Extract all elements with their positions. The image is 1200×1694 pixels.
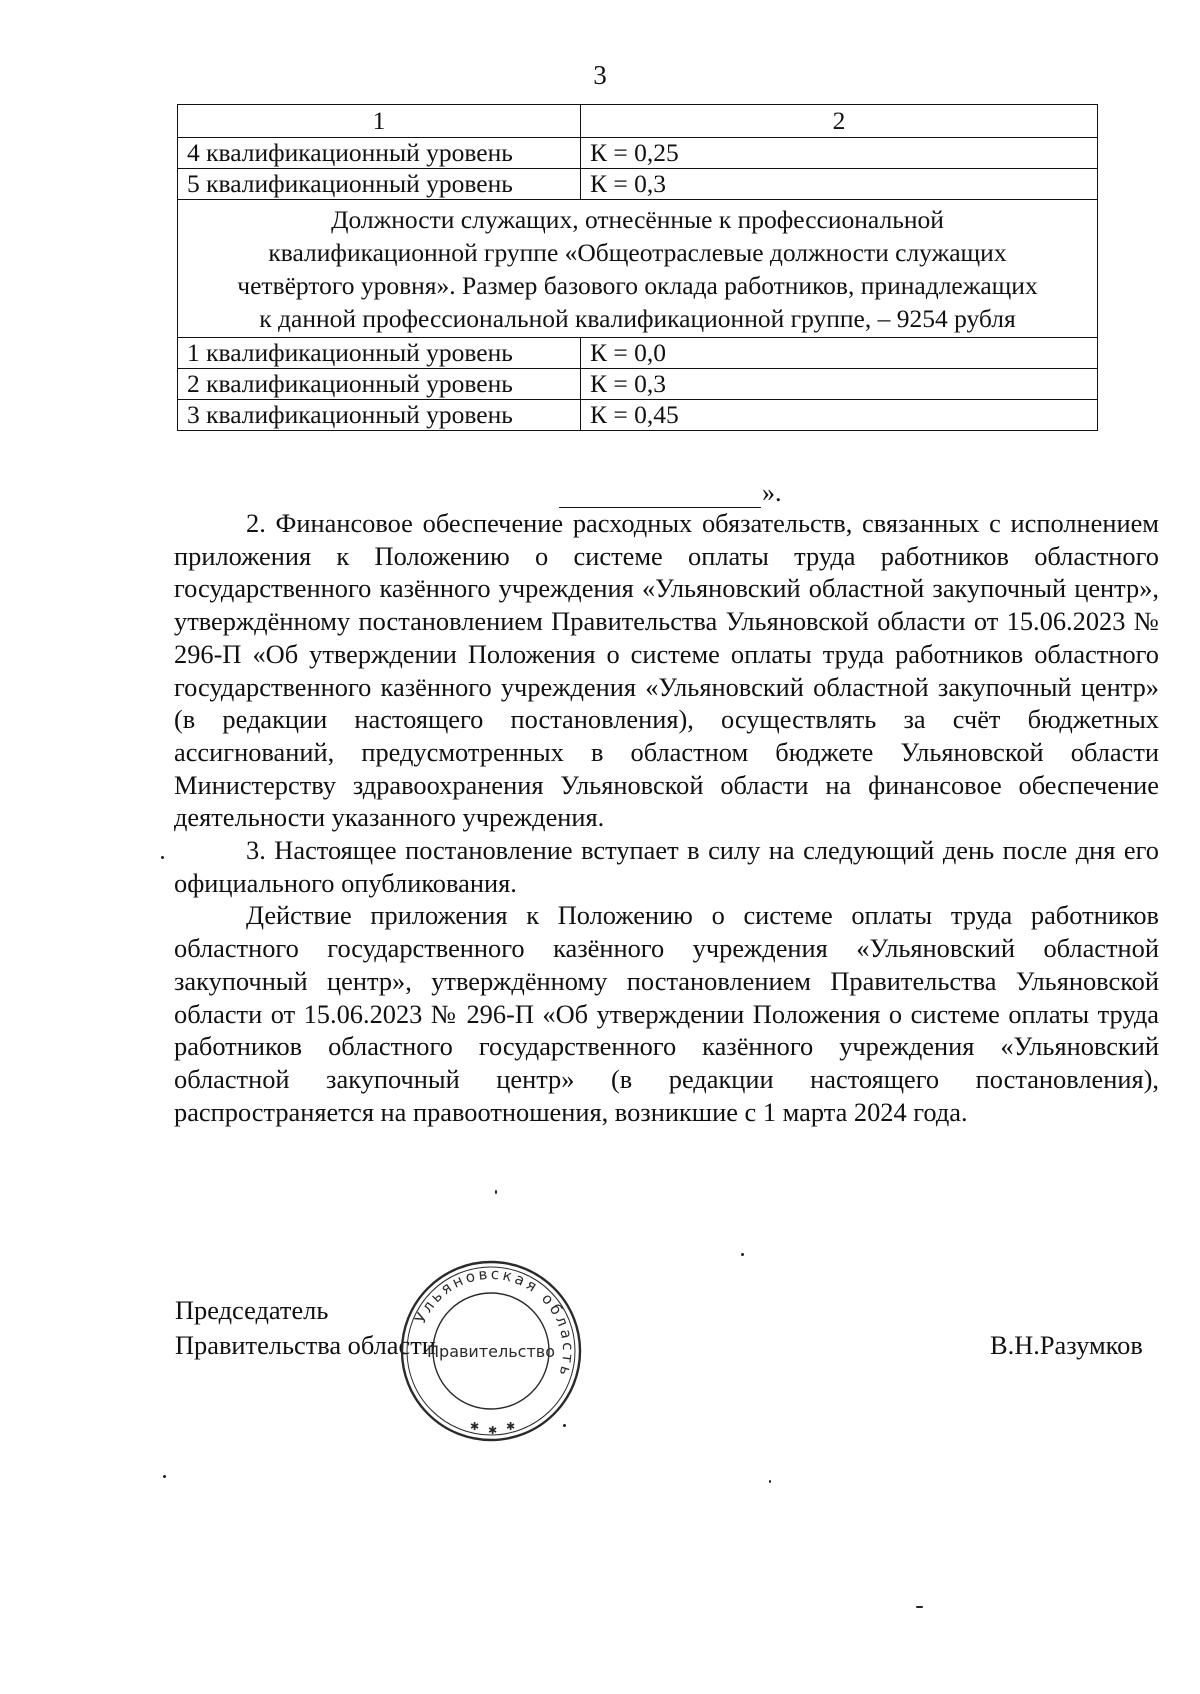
table-row: [178, 400, 1098, 431]
coefficient-cell: К = 0,25: [581, 138, 1098, 169]
closing-mark: [559, 478, 782, 508]
scan-speck: [163, 1475, 166, 1478]
coefficients-table: [177, 104, 1098, 431]
level-cell: 1 квалификационный уровень: [178, 338, 581, 369]
table-row: [178, 338, 1098, 369]
level-cell: 5 квалификационный уровень: [178, 169, 581, 200]
group-heading-line: четвёртого уровня». Размер базового оклада работников, принадлежащих: [237, 271, 1038, 300]
official-seal: [398, 1258, 584, 1444]
scan-speck: [769, 1480, 771, 1483]
table-header-row: [178, 105, 1098, 138]
level-cell: 4 квалификационный уровень: [178, 138, 581, 169]
group-heading-cell: [178, 200, 1098, 338]
level-cell: 2 квалификационный уровень: [178, 369, 581, 400]
signatory-title-line: Правительства области: [175, 1330, 436, 1360]
scan-speck: [741, 1253, 744, 1256]
table-row: [178, 138, 1098, 169]
table-row: [178, 369, 1098, 400]
seal-star-icon: ✱: [488, 1425, 498, 1437]
level-cell: 3 квалификационный уровень: [178, 400, 581, 431]
paragraph-2: 2. Финансовое обеспечение расходных обязательств, связанных с исполнением приложения к Положению о системе оплаты труда работников областного государственного казённого учреждения «Ульяновский областной закупочный центр», утверждённому постановлением Правительства Ульяновской области от 15.06.2023 № 296-П «Об утверждении Положения о системе оплаты труда работников областного государственного казённого учреждения «Ульяновский областной закупочный центр» (в редакции настоящего постановления), осуществлять за счёт бюджетных ассигнований, предусмотренных в областном бюджете Ульяновской области Министерству здравоохранения Ульяновской области на финансовое обеспечение деятельности указанного учреждения.: [174, 508, 1159, 833]
table-row: [178, 169, 1098, 200]
signatory-title-line: Председатель: [175, 1295, 329, 1325]
coefficient-cell: К = 0,45: [581, 400, 1098, 431]
seal-star-icon: ✱: [506, 1421, 516, 1433]
scan-speck: [161, 856, 164, 859]
seal-star-icon: ✱: [470, 1421, 480, 1433]
body-text: [174, 507, 1159, 1128]
closing-underline: [559, 481, 761, 508]
signatory-title: [175, 1293, 436, 1363]
page-number: 3: [593, 60, 607, 90]
coefficient-cell: К = 0,0: [581, 338, 1098, 369]
paragraph-3: 3. Настоящее постановление вступает в силу на следующий день после дня его официального опубликования.: [174, 835, 1159, 898]
scan-speck: [916, 1606, 923, 1608]
seal-center-text: Правительство: [427, 1342, 555, 1361]
seal-ring-text: Ульяновская область: [411, 1264, 578, 1381]
scan-speck: [495, 1190, 497, 1194]
closing-quote: ».: [762, 478, 782, 507]
group-heading-line: к данной профессиональной квалификационной группе, – 9254 рубля: [259, 304, 1016, 333]
table-header-cell: 1: [178, 105, 581, 138]
coefficient-cell: К = 0,3: [581, 369, 1098, 400]
coefficient-cell: К = 0,3: [581, 169, 1098, 200]
signatory-name: В.Н.Разумков: [990, 1330, 1143, 1360]
table-group-row: [178, 200, 1098, 338]
scan-speck: [563, 1424, 566, 1427]
group-heading-line: квалификационной группе «Общеотраслевые должности служащих: [268, 238, 1007, 267]
group-heading-line: Должности служащих, отнесённые к профессиональной: [331, 205, 944, 234]
paragraph-effective-date: Действие приложения к Положению о системе оплаты труда работников областного государственного казённого учреждения «Ульяновский областной закупочный центр», утверждённому постановлением Правительства Ульяновской области от 15.06.2023 № 296-П «Об утверждении Положения о системе оплаты труда работников областного государственного казённого учреждения «Ульяновский областной закупочный центр» (в редакции настоящего постановления), распространяется на правоотношения, возникшие с 1 марта 2024 года.: [174, 900, 1159, 1127]
table-header-cell: 2: [581, 105, 1098, 138]
